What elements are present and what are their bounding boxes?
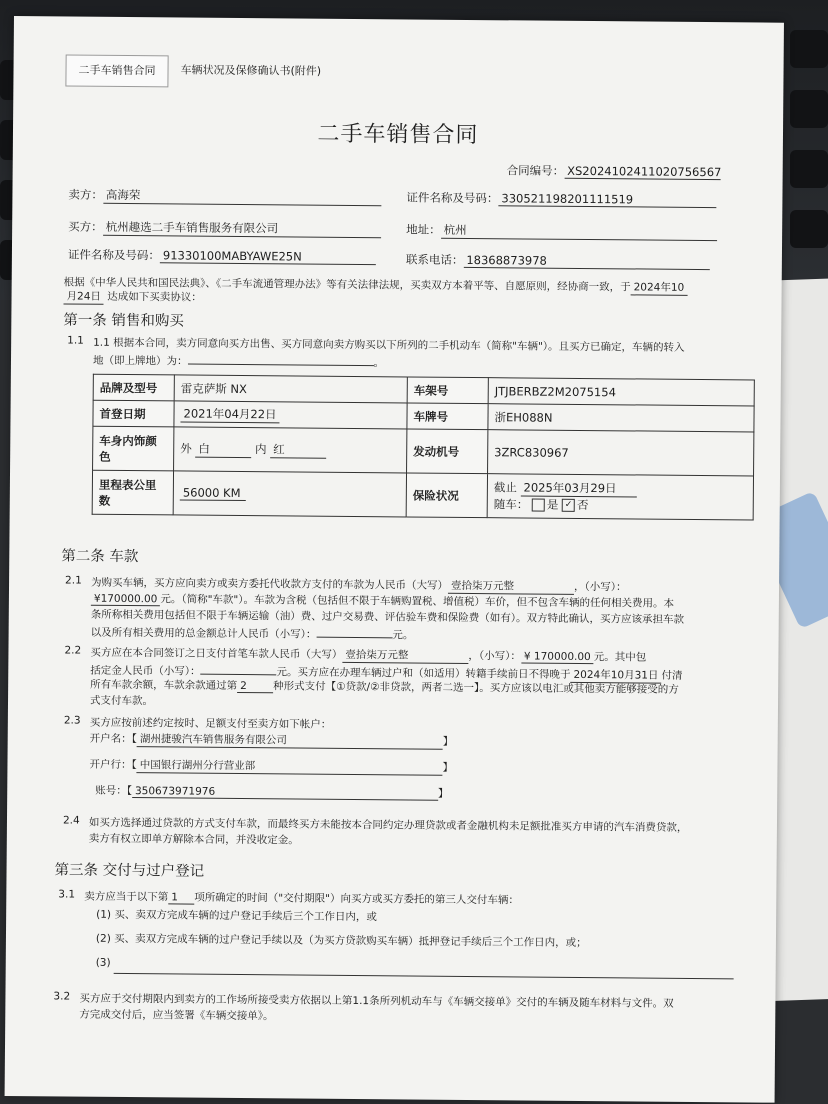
insurance-until-label: 截止: [493, 480, 517, 495]
color-label: 车身内饰颜色: [93, 426, 174, 471]
registration-date-value: 2021年04月22日: [180, 405, 279, 423]
seller-label: 卖方：: [68, 187, 104, 202]
contract-number-label: 合同编号：: [506, 163, 565, 178]
bracket-left: 【: [126, 785, 133, 798]
deposit-field: [201, 662, 277, 676]
seller-id-label: 证件名称及号码：: [406, 190, 499, 206]
account-name: 湖州捷骏汽车销售服务有限公司: [137, 731, 443, 750]
clause-2-1-text-d: 以及所有相关费用的总金额总计人民币（小写）：: [90, 626, 317, 641]
contract-number: XS2024102411020756567: [564, 164, 720, 180]
clause-2-3-line-a: 买方应按前述约定按时、足额支付至卖方如下帐户：: [89, 716, 332, 731]
clause-2-4-line-a: 如买方选择通过贷款的方式支付车款，而最终买方未能按本合同约定办理贷款或者金融机构未足额批准买方申请的汽车消费贷款，: [88, 816, 688, 834]
clause-2-2-text-b2: 元。买方应在办理车辆过户和（如适用）转籍手续前日不得晚于: [276, 666, 571, 681]
insurance-until-date: 2025年03月29日: [520, 479, 636, 497]
bank-row: [89, 757, 453, 776]
plate-value: 浙EH088N: [488, 404, 754, 432]
payment-method-number: 2: [237, 680, 273, 693]
account-number-label: 账号：: [95, 784, 127, 798]
registration-place-field: [187, 352, 373, 367]
color-cell: [174, 427, 407, 473]
mileage-value: 56000 KM: [180, 485, 246, 501]
preamble-line-2: [63, 288, 201, 305]
clause-2-1-line-c: 条所称相关费用包括但不限于车辆运输（油）费、过户交易费、评估验车费和保险费（如有）。双方特此确认，买方应该承担车款: [90, 608, 685, 626]
clause-2-3-number: 2.3: [63, 714, 81, 727]
clause-3-1-number: 3.1: [58, 888, 76, 901]
section-3-title: 第三条 交付与过户登记: [54, 862, 205, 880]
clause-3-1-text-a2: 项所确定的时间（"交付期限"）向买方或买方委托的第三人交付车辆：: [194, 891, 520, 907]
seller-name: 高海荣: [103, 187, 381, 206]
document-title: 二手车销售合同: [317, 121, 479, 149]
clause-3-2-line-a: 买方应于交付期限内到卖方的工作场所接受卖方依据以上第1.1条所列机动车与《车辆交接单》交付的车辆及随车材料与文件。双: [79, 992, 674, 1010]
clause-2-1-text-b: 元。（简称"车款"）。车款为含税（包括但不限于车辆购置税、增值税）车价，但不包含车辆的任何相关费用。本: [160, 593, 675, 610]
clause-2-4-number: 2.4: [62, 814, 80, 827]
clause-3-1-text-a: 卖方应当于以下第: [84, 890, 169, 904]
bank-label: 开户行：: [89, 758, 132, 772]
clause-3-1-line-a: [84, 889, 519, 908]
delivery-option-3-blank: [114, 973, 734, 979]
phone-row: [406, 251, 710, 270]
clause-2-2-line-d: 式支付车款。: [89, 694, 154, 708]
phone: 18368873978: [463, 253, 709, 270]
bracket-left: 【: [131, 733, 137, 746]
contract-paper: [5, 16, 784, 1103]
preamble-text: 根据《中华人民共和国民法典》、《二手车流通管理办法》等有关法律法规，买卖双方本着平等、自愿原则，经协商一致，于: [63, 276, 631, 294]
account-name-row: [90, 731, 454, 750]
clause-1-1-line-a: 1.1 根据本合同，卖方同意向买方出售、买方同意向卖方购买以下所列的二手机动车（简称"车辆"）。且买方已确定，车辆的转入: [93, 336, 685, 354]
section-1-title: 第一条 销售和购买: [63, 312, 185, 330]
agreement-year-month: 2024年10: [631, 279, 688, 295]
clause-2-2-text-b3: 付清: [661, 669, 683, 682]
first-payment-in-figures: ¥ 170000.00: [521, 650, 594, 664]
engine-label: 发动机号: [407, 429, 488, 474]
buyer-name: 杭州趣选二手车销售服务有限公司: [103, 219, 381, 238]
registration-date-cell: [174, 401, 407, 429]
buyer-id-label: 证件名称及号码：: [67, 247, 160, 263]
bank-name: 中国银行湖州分行营业部: [137, 757, 443, 776]
contract-number-row: [507, 162, 721, 180]
no-label: 否: [577, 497, 589, 513]
tab-contract: 二手车销售合同: [65, 54, 168, 87]
clause-2-2-text-a2: ，（小写）：: [468, 649, 521, 663]
clause-3-2-number: 3.2: [53, 990, 71, 1003]
tab-vehicle-condition: 车辆状况及保修确认书(附件): [180, 63, 322, 78]
price-small-label: ，（小写）：: [573, 580, 627, 594]
delivery-option-1: (1) 买、卖双方完成车辆的过户登记手续后三个工作日内，或: [96, 908, 377, 924]
address-row: [406, 221, 717, 241]
total-amount-field: [316, 625, 392, 639]
frame-label: 车架号: [407, 377, 488, 404]
buyer-id: 91330100MABYAWE25N: [160, 248, 376, 265]
account-number: 350673971976: [132, 785, 438, 801]
seller-id: 330521198201111519: [498, 191, 716, 208]
registration-place-label: 地（即上牌地）为：: [92, 354, 188, 368]
exterior-color: 白: [195, 441, 251, 458]
interior-label: 内: [254, 442, 267, 457]
no-checkbox-checked: ✓: [562, 499, 575, 512]
plate-label: 车牌号: [407, 403, 488, 430]
account-number-row: [95, 783, 448, 801]
clause-2-1-text-d-end: 元。: [392, 629, 414, 642]
brand-value: 雷克萨斯 NX: [174, 375, 407, 403]
phone-label: 联系电话：: [405, 252, 464, 267]
clause-2-1-text-a: 为购买车辆，买方应向卖方或卖方委托代收款方支付的车款为人民币（大写）: [91, 576, 449, 592]
final-payment-date: 2024年10月31日: [570, 667, 661, 684]
price-in-words: 壹拾柒万元整: [448, 578, 574, 595]
clause-2-2-text-b: 括定金人民币（小写）：: [90, 664, 201, 678]
vehicle-info-table: [92, 374, 755, 521]
tab-bar: [65, 54, 333, 88]
clause-1-1-number: 1.1: [67, 334, 84, 347]
delivery-option-3: (3): [95, 956, 111, 969]
insurance-cell: [487, 474, 753, 520]
address: 杭州: [441, 222, 717, 241]
preamble-end: 达成如下买卖协议：: [107, 290, 202, 304]
address-label: 地址：: [406, 222, 441, 237]
buyer-label: 买方：: [68, 219, 103, 234]
clause-2-2-text-c2: 种形式支付【①贷款/②非贷款，两者二选一】。买方应该以电汇或其他卖方能够接受的方: [273, 680, 679, 696]
clause-2-4-line-b: 卖方有权立即单方解除本合同，并没收定金。: [88, 832, 299, 847]
delivery-item-number: 1: [168, 891, 194, 904]
interior-color: 红: [270, 441, 326, 458]
clause-2-1-line-d: [91, 623, 414, 643]
bracket-right: 】: [442, 761, 454, 774]
bracket-left: 【: [131, 759, 137, 772]
yes-checkbox: [532, 499, 545, 512]
brand-label: 品牌及型号: [93, 374, 174, 401]
bracket-right: 】: [442, 735, 454, 748]
registration-date-label: 首登日期: [93, 400, 174, 427]
account-name-label: 开户名：: [89, 732, 132, 746]
section-2-title: 第二条 车款: [61, 548, 139, 566]
delivery-option-2: (2) 买、卖双方完成车辆的过户登记手续以及（为买方贷款购买车辆）抵押登记手续后三个工作日内，或；: [95, 932, 587, 950]
clause-2-2-text-c: 所有车款余额，车款余款通过第: [90, 678, 238, 692]
first-payment-in-words: 壹拾柒万元整: [342, 647, 468, 664]
bracket-right: 】: [437, 787, 449, 800]
insurance-label: 保险状况: [406, 473, 487, 518]
mileage-cell: [173, 471, 406, 517]
frame-value: JTJBERBZ2M2075154: [488, 378, 754, 406]
clause-2-2-text-a3: 元。其中包: [593, 651, 647, 664]
mileage-label: 里程表公里数: [92, 470, 173, 515]
clause-1-1-line-b: 地（即上牌地）为： 。: [93, 351, 384, 371]
seller-id-row: [406, 189, 716, 208]
seller-row: [68, 186, 381, 206]
engine-value: 3ZRC830967: [488, 430, 754, 476]
insurance-with-car-label: 随车：: [493, 497, 529, 512]
exterior-label: 外: [180, 441, 192, 456]
buyer-row: [68, 218, 381, 238]
price-in-figures: ¥170000.00: [91, 593, 161, 607]
clause-2-1-number: 2.1: [65, 574, 82, 587]
agreement-day: 月24日: [63, 288, 104, 304]
buyer-id-row: [68, 246, 376, 265]
clause-3-2-line-b: 方完成交付后，应当签署《车辆交接单》。: [79, 1008, 274, 1023]
yes-label: 是: [546, 497, 559, 512]
clause-2-2-number: 2.2: [64, 644, 82, 657]
clause-2-2-text-a: 买方应在本合同签订之日支付首笔车款人民币（大写）: [90, 646, 343, 661]
